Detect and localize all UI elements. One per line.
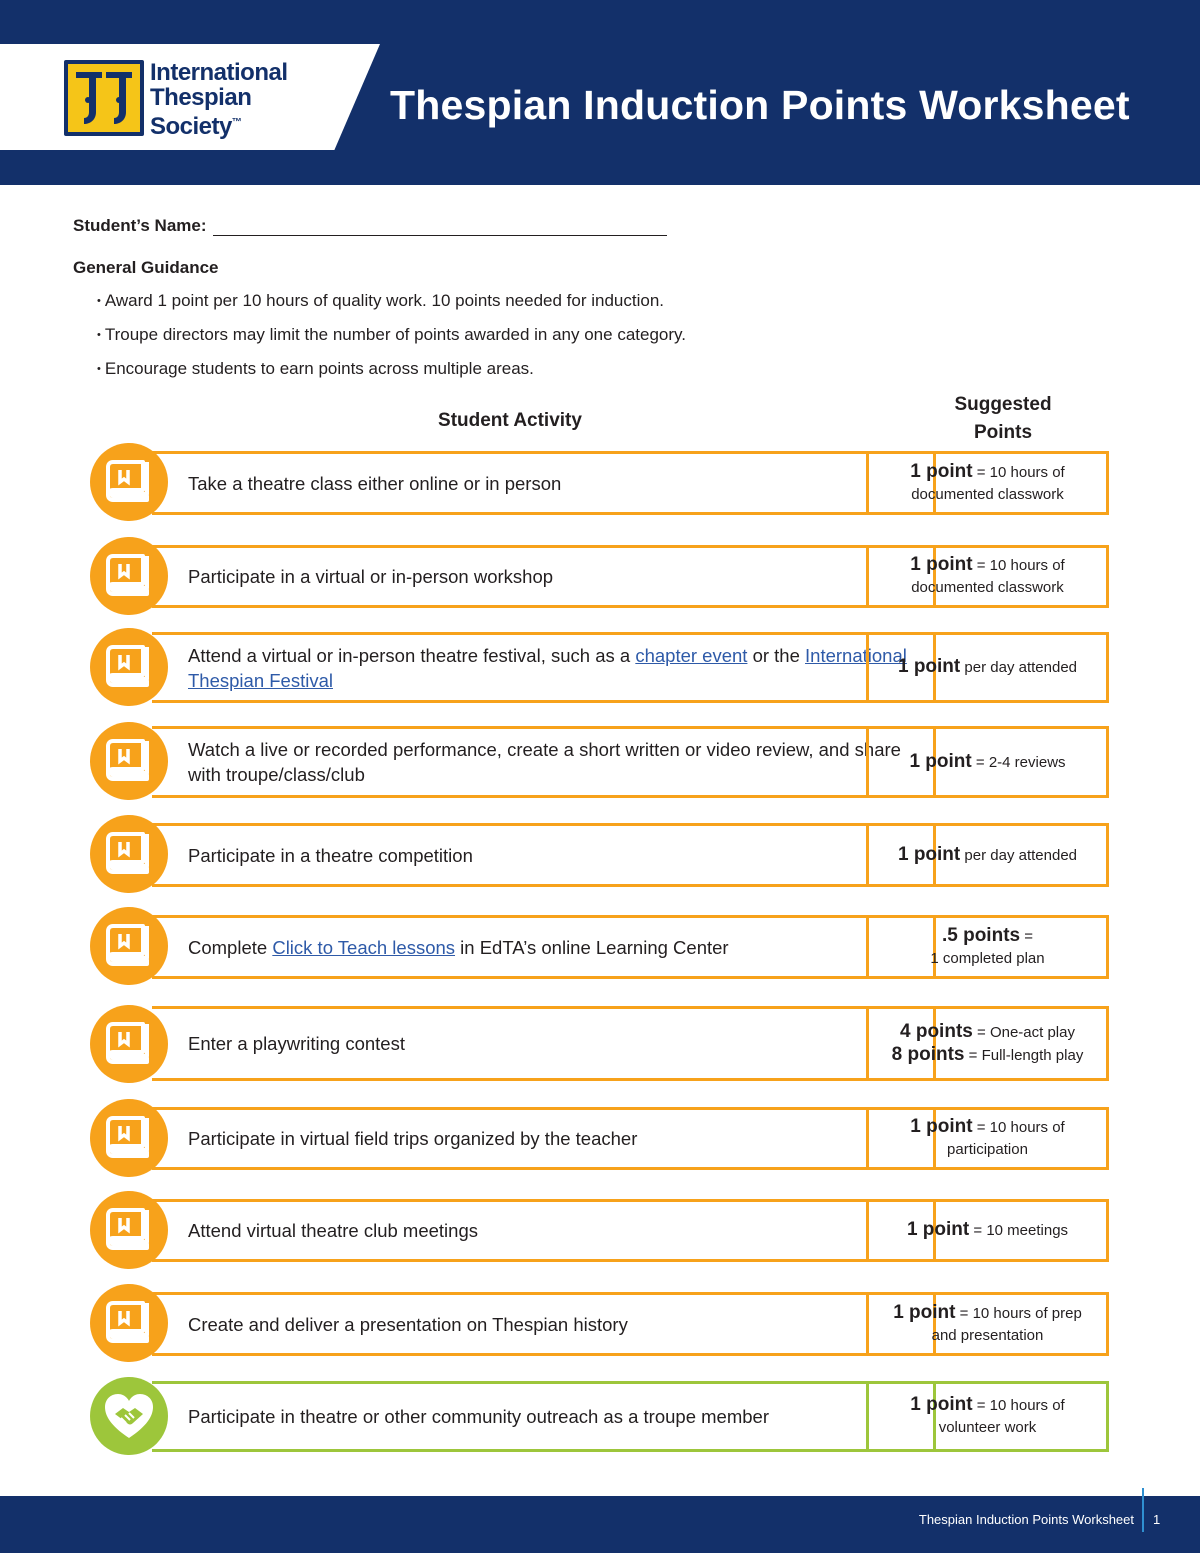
activity-text: Attend a virtual or in-person theatre festival, such as a chapter event or the International Thespian Festival: [152, 632, 936, 703]
international-thespian-festival-link[interactable]: International Thespian Festival: [188, 644, 907, 691]
points-box: 1 point = 10 meetings: [866, 1199, 1109, 1262]
thespian-masks-logo-icon: [64, 60, 144, 136]
activity-text: Complete Click to Teach lessons in EdTA’s online Learning Center: [152, 915, 936, 979]
handshake-heart-icon: [90, 1377, 168, 1455]
activity-row: [90, 823, 1110, 887]
suggested-points-column-header: Suggested Points: [954, 394, 1052, 443]
page-number: 1: [1153, 1512, 1161, 1527]
guidance-item: • Troupe directors may limit the number of points awarded in any one category.: [97, 324, 686, 358]
book-icon: [90, 722, 168, 800]
footer-divider: [1142, 1488, 1144, 1532]
guidance-item: • Award 1 point per 10 hours of quality work. 10 points needed for induction.: [97, 290, 686, 324]
activity-row: [90, 915, 1110, 979]
activity-row: [90, 1006, 1110, 1081]
click-to-teach-lessons-link[interactable]: Click to Teach lessons: [272, 936, 456, 958]
points-box: 1 point = 10 hours of prep and presentation: [866, 1292, 1109, 1356]
points-box: 1 point = 10 hours of participation: [866, 1107, 1109, 1170]
activity-text: Enter a playwriting contest: [152, 1006, 936, 1081]
activity-text: Participate in virtual field trips organized by the teacher: [152, 1107, 936, 1170]
activity-text: Create and deliver a presentation on Thespian history: [152, 1292, 936, 1356]
guidance-list: [97, 290, 686, 392]
page-title: Thespian Induction Points Worksheet: [390, 82, 1130, 128]
activity-text: Participate in a theatre competition: [152, 823, 936, 887]
student-activity-column-header: Student Activity: [438, 410, 582, 431]
points-box: .5 points = 1 completed plan: [866, 915, 1109, 979]
activity-text: Participate in theatre or other community outreach as a troupe member: [152, 1381, 936, 1452]
student-name-label: Student’s Name:: [73, 216, 207, 235]
footer-banner: [0, 1496, 1200, 1553]
book-icon: [90, 628, 168, 706]
activity-row: [90, 1107, 1110, 1170]
activity-row: [90, 632, 1110, 703]
general-guidance-heading: General Guidance: [73, 258, 219, 277]
book-icon: [90, 1191, 168, 1269]
guidance-item: • Encourage students to earn points across multiple areas.: [97, 358, 686, 392]
activity-text: Watch a live or recorded performance, create a short written or video review, and share with troupe/class/club: [152, 726, 936, 798]
points-box: 1 point = 2-4 reviews: [866, 726, 1109, 798]
activity-row: [90, 451, 1110, 515]
activity-row: [90, 545, 1110, 608]
student-name-blank-line[interactable]: [213, 218, 667, 236]
activity-row: [90, 1199, 1110, 1262]
student-name-field[interactable]: [73, 216, 667, 236]
book-icon: [90, 537, 168, 615]
points-box: 1 point per day attended: [866, 632, 1109, 703]
book-icon: [90, 1005, 168, 1083]
book-icon: [90, 443, 168, 521]
points-box: 1 point = 10 hours of documented classwork: [866, 451, 1109, 515]
book-icon: [90, 1099, 168, 1177]
activity-row: [90, 726, 1110, 798]
points-box: 4 points = One-act play 8 points = Full-length play: [866, 1006, 1109, 1081]
activity-row: [90, 1292, 1110, 1356]
activity-text: Participate in a virtual or in-person workshop: [152, 545, 936, 608]
book-icon: [90, 907, 168, 985]
points-box: 1 point = 10 hours of documented classwork: [866, 545, 1109, 608]
chapter-event-link[interactable]: chapter event: [635, 644, 748, 666]
book-icon: [90, 1284, 168, 1362]
footer-title: Thespian Induction Points Worksheet: [918, 1512, 1134, 1527]
activity-text: Take a theatre class either online or in person: [152, 451, 936, 515]
points-box: 1 point = 10 hours of volunteer work: [866, 1381, 1109, 1452]
points-box: 1 point per day attended: [866, 823, 1109, 887]
book-icon: [90, 815, 168, 893]
activity-row: [90, 1381, 1110, 1452]
activity-text: Attend virtual theatre club meetings: [152, 1199, 936, 1262]
logo-wordmark: International Thespian Society™: [150, 59, 288, 140]
